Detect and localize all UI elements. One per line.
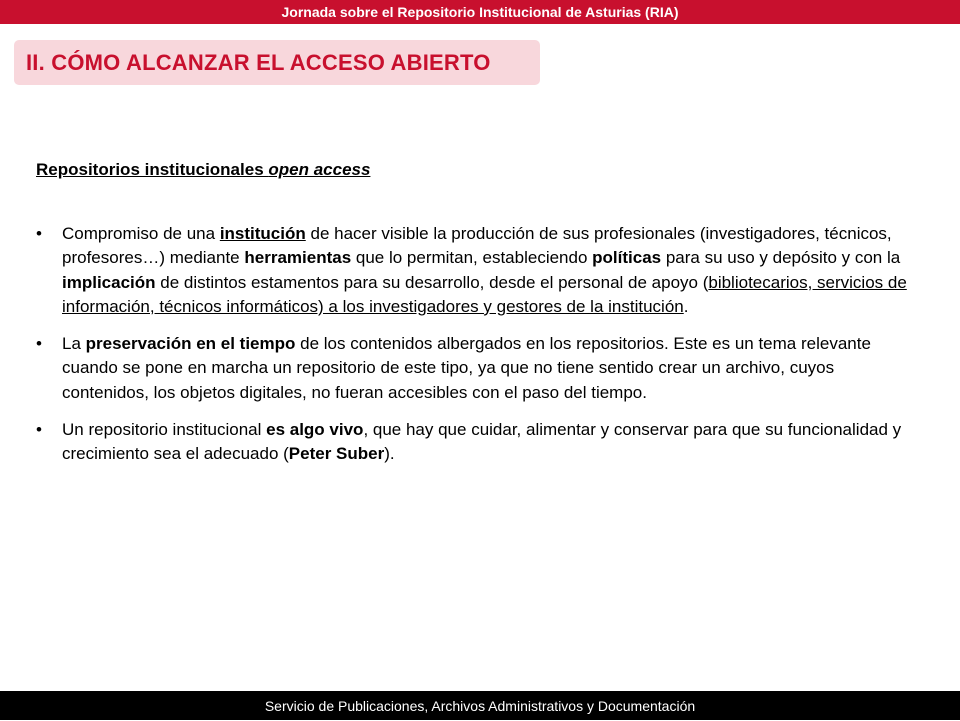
item3-bold-peter-suber: Peter Suber xyxy=(288,444,385,464)
bullet-marker: • xyxy=(36,334,42,354)
item1-underlined-text: bibliotecarios, servicios de información, técnicos informáticos) a los investigadores y gestores de la institución xyxy=(62,272,907,316)
footer-text: Servicio de Publicaciones, Archivos Administrativos y Documentación xyxy=(264,698,696,714)
slide-heading xyxy=(36,160,370,180)
item1-text-2: de hacer visible la producción de sus profesionales (investigadores, técnicos, profesores…) mediante xyxy=(62,224,892,268)
bullet-item-1 xyxy=(36,222,924,319)
item1-bold-institucion: institución xyxy=(219,224,306,243)
section-title-box xyxy=(14,40,540,85)
item3-text-1: Un repositorio institucional xyxy=(62,420,267,440)
footer-bar xyxy=(0,691,960,720)
item3-text-2: , que hay que cuidar, alimentar y conservar para que su funcionalidad y crecimiento sea el adecuado ( xyxy=(62,420,902,464)
item1-bold-politicas: políticas xyxy=(592,248,662,268)
item3-text-3: ). xyxy=(384,444,395,464)
item1-text-5: de distintos estamentos para su desarrollo, desde el personal de apoyo ( xyxy=(155,272,709,292)
item1-text-3: que lo permitan, estableciendo xyxy=(351,248,593,268)
bullet-marker: • xyxy=(36,224,42,243)
item2-bold-preservacion: preservación en el tiempo xyxy=(85,334,296,354)
header-bar xyxy=(0,0,960,24)
item1-bold-herramientas: herramientas xyxy=(244,248,352,268)
item3-bold-algo-vivo: es algo vivo xyxy=(266,420,364,440)
item1-text-6: . xyxy=(683,296,689,316)
item1-text-1: Compromiso de una xyxy=(62,224,220,243)
bullet-item-3 xyxy=(36,418,924,467)
heading-italic-text: open access xyxy=(268,160,371,179)
bullet-marker: • xyxy=(36,420,42,440)
section-title: II. CÓMO ALCANZAR EL ACCESO ABIERTO xyxy=(26,50,491,75)
item1-bold-implicacion: implicación xyxy=(62,272,156,292)
heading-text: Repositorios institucionales xyxy=(36,160,269,179)
item1-text-4: para su uso y depósito y con la xyxy=(661,248,901,268)
bullet-item-2 xyxy=(36,332,924,405)
item2-text-2: de los contenidos albergados en los repositorios. Este es un tema relevante cuando se pone en marcha un repositorio de este tipo, ya que no tiene sentido crear un archivo, cuyos contenidos, los objetos digitales, no fueran accesibles con el paso del tiempo. xyxy=(62,334,871,402)
item2-text-1: La xyxy=(62,334,86,354)
bullet-list xyxy=(36,222,924,480)
header-title: Jornada sobre el Repositorio Institucional de Asturias (RIA) xyxy=(281,4,679,20)
